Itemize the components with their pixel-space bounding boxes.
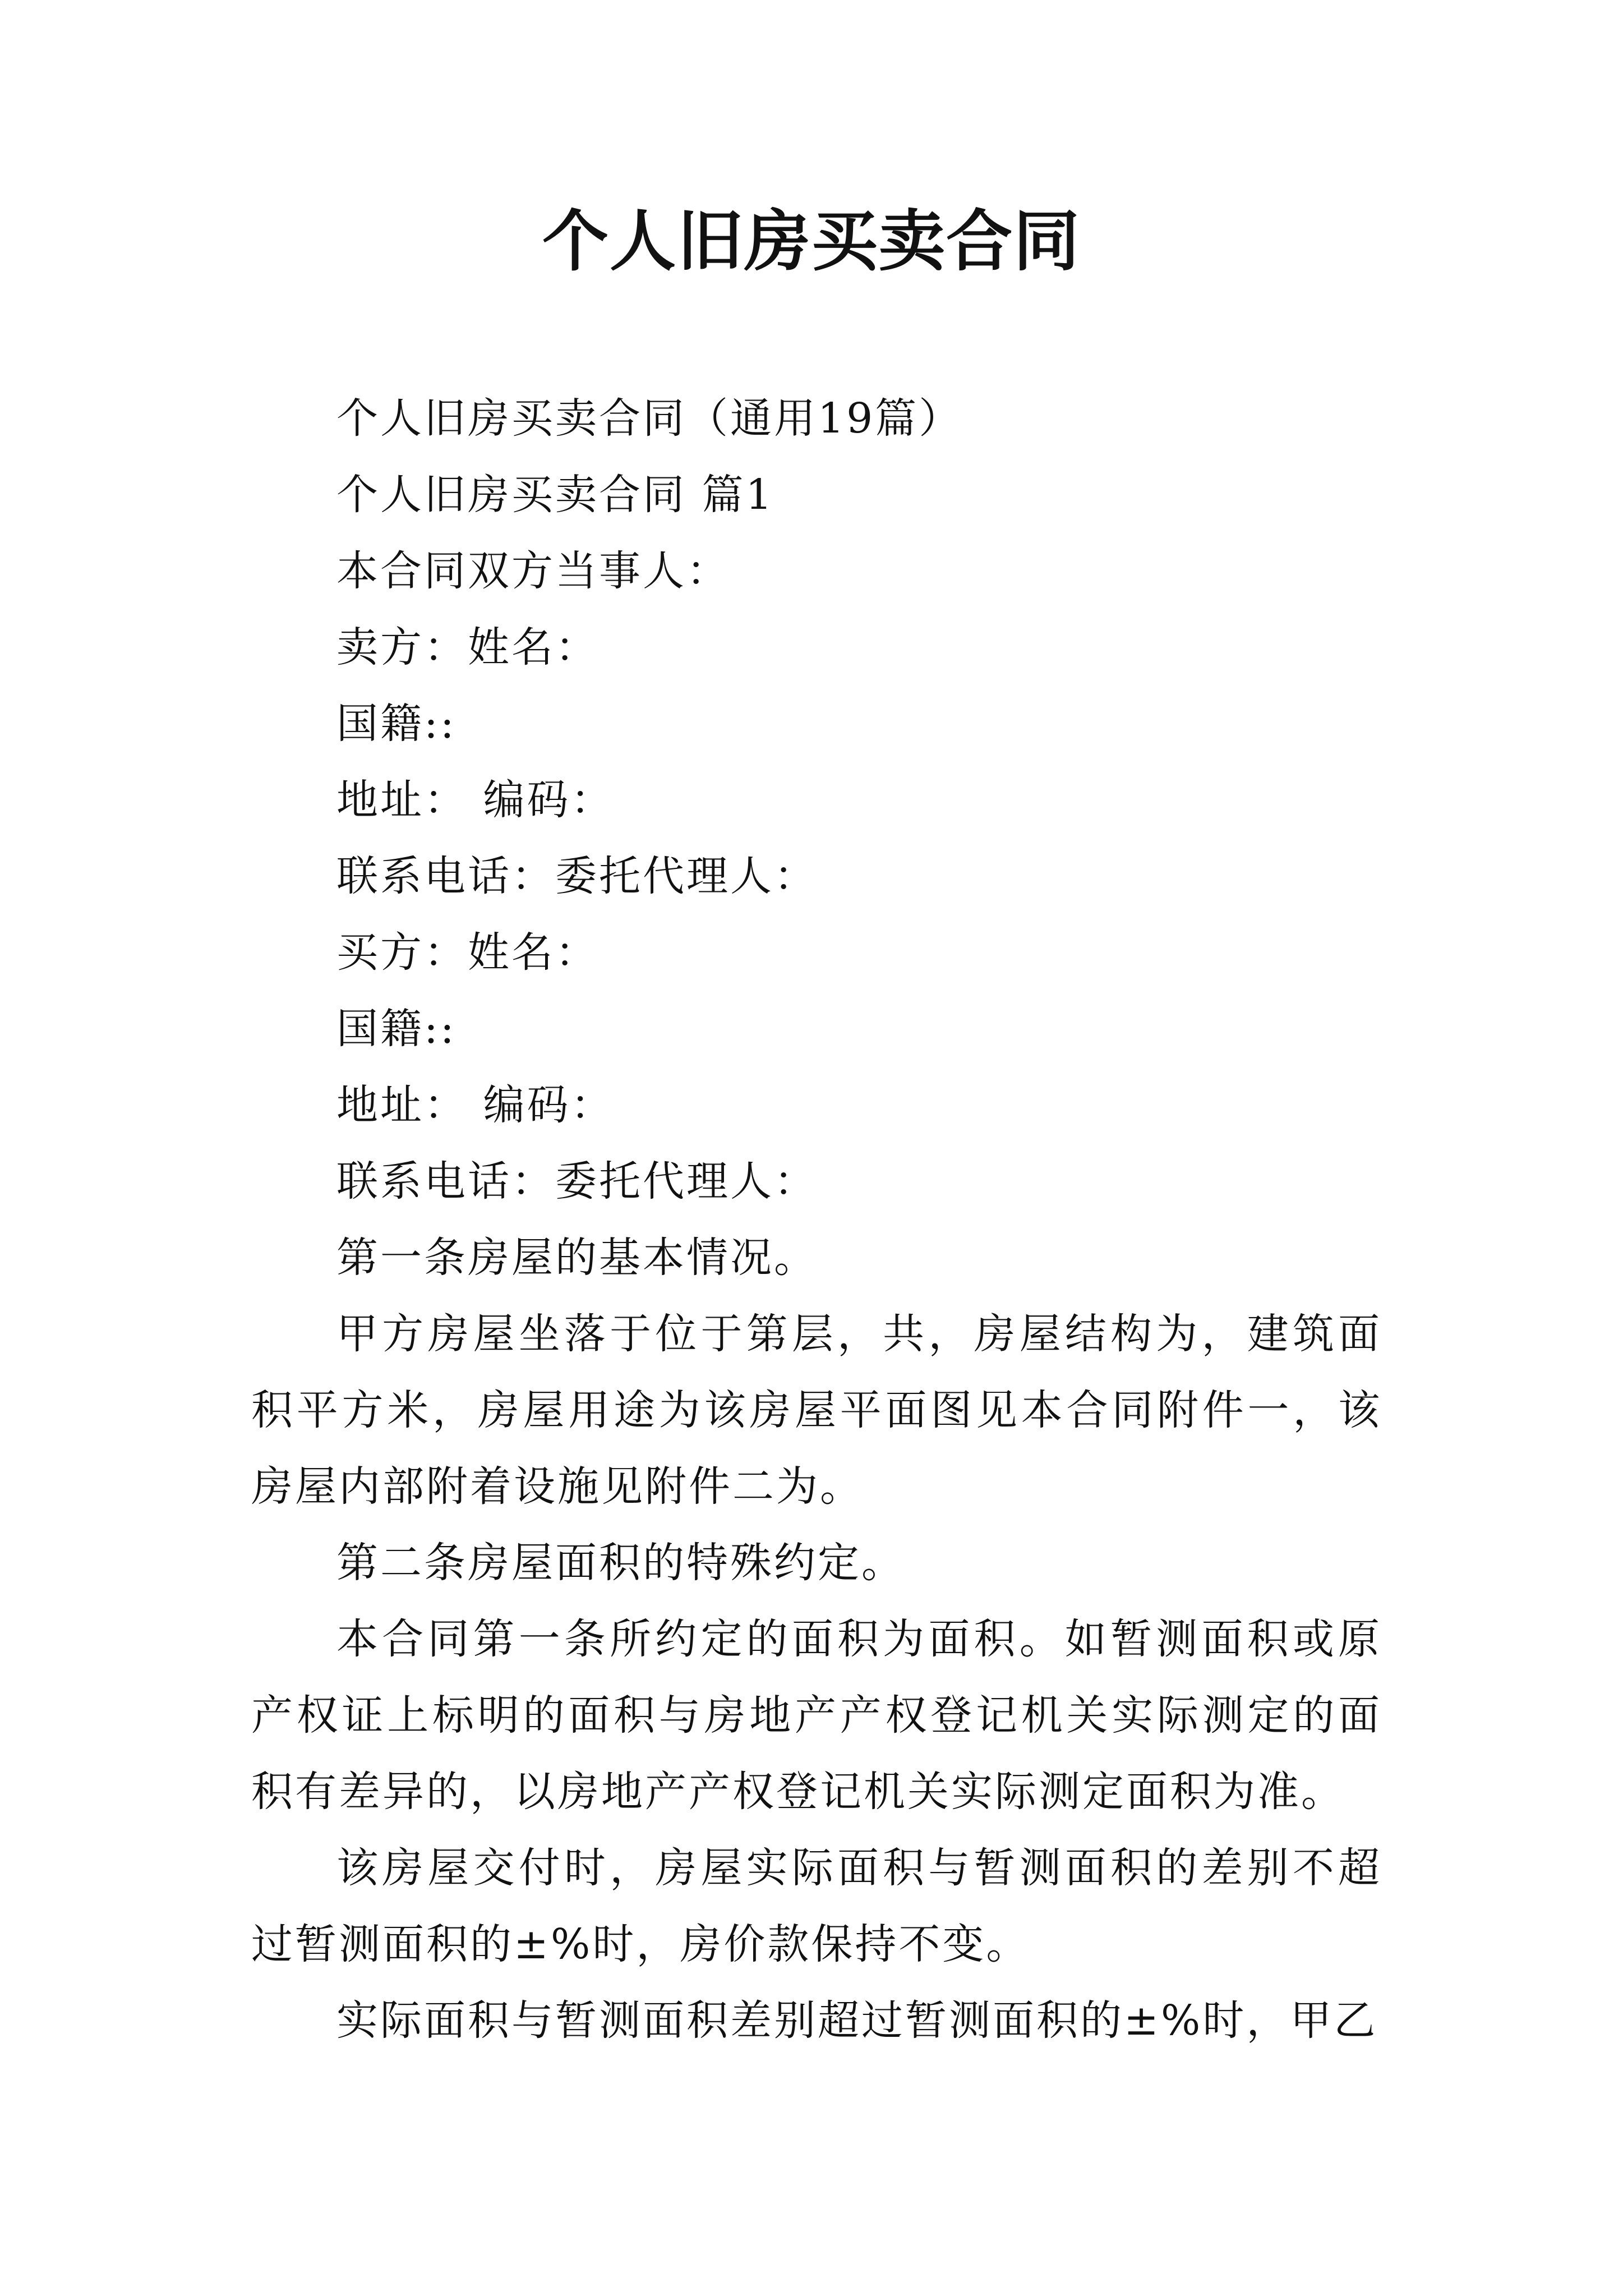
paragraph-area-excess: 实际面积与暂测面积差别超过暂测面积的±%时，甲乙 — [336, 1996, 1378, 2045]
paragraph-seller-contact: 联系电话：委托代理人： — [336, 852, 818, 900]
paragraph-parties: 本合同双方当事人： — [336, 547, 730, 595]
paragraph-article-2-body: 本合同第一条所约定的面积为面积。如暂测面积或原产权证上标明的面积与房地产产权登记机关实际测定的面积有差异的，以房地产产权登记机关实际测定面积为准。 — [251, 1615, 1382, 1816]
paragraph-area-tolerance: 该房屋交付时，房屋实际面积与暂测面积的差别不超过暂测面积的±%时，房价款保持不变。 — [251, 1844, 1382, 1968]
paragraph-seller-nationality: 国籍:: — [336, 700, 457, 748]
paragraph-article-2: 第二条房屋面积的特殊约定。 — [336, 1539, 905, 1587]
paragraph-seller-address: 地址： 编码： — [336, 776, 615, 824]
paragraph-section-title: 个人旧房买卖合同 篇1 — [336, 471, 774, 519]
paragraph-buyer-contact: 联系电话：委托代理人： — [336, 1157, 818, 1205]
paragraph-buyer-name: 买方：姓名： — [336, 928, 599, 977]
paragraph-article-1: 第一条房屋的基本情况。 — [336, 1234, 818, 1282]
paragraph-buyer-address: 地址： 编码： — [336, 1081, 615, 1129]
paragraph-heading: 个人旧房买卖合同（通用19篇） — [336, 394, 963, 443]
paragraph-buyer-nationality: 国籍:: — [336, 1005, 457, 1053]
paragraph-article-1-body: 甲方房屋坐落于位于第层，共，房屋结构为，建筑面积平方米，房屋用途为该房屋平面图见本合同附件一，该房屋内部附着设施见附件二为。 — [251, 1310, 1382, 1511]
document-title: 个人旧房买卖合同 — [542, 202, 1081, 280]
paragraph-seller-name: 卖方：姓名： — [336, 623, 599, 671]
document-body — [251, 380, 1382, 2059]
